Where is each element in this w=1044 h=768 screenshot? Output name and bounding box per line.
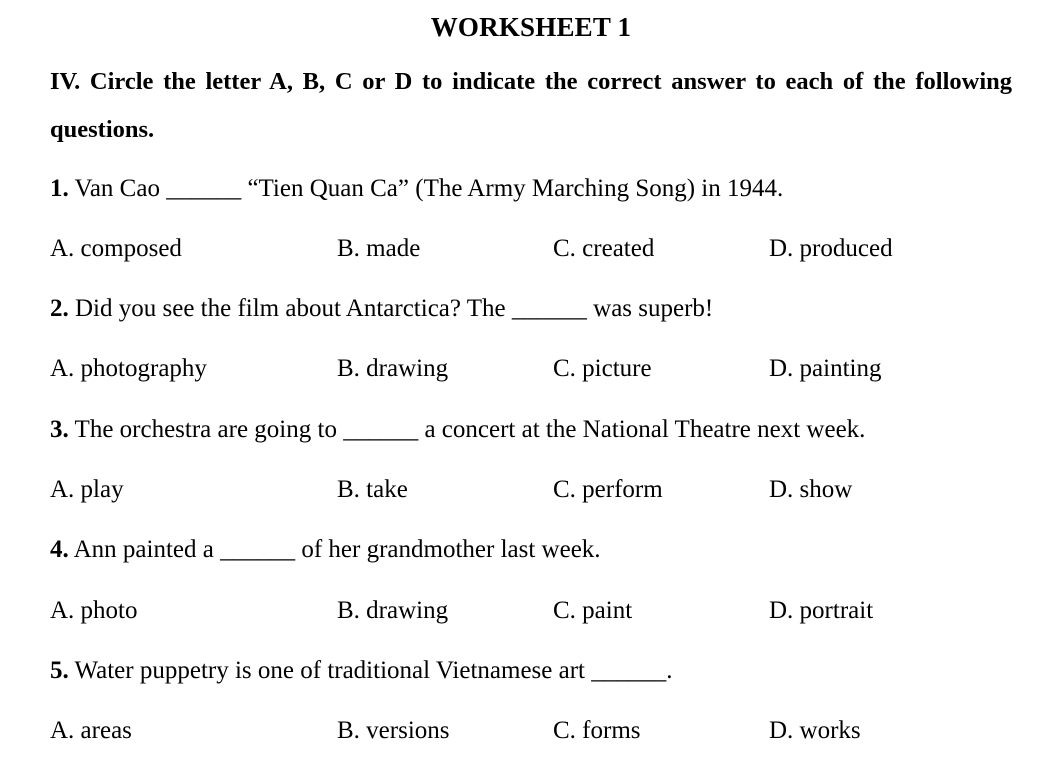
question-number: 3. (50, 416, 69, 443)
answer-options-1 (50, 232, 1010, 266)
section-instructions: IV. Circle the letter A, B, C or D to indicate the correct answer to each of the following questions. (50, 68, 1012, 143)
option-b[interactable]: B. take (337, 476, 408, 503)
question-4 (50, 533, 601, 567)
option-b[interactable]: B. drawing (337, 597, 449, 624)
option-c[interactable]: C. paint (553, 597, 633, 624)
question-1 (50, 172, 783, 206)
question-2 (50, 292, 713, 326)
answer-options-2 (50, 352, 1010, 386)
option-c[interactable]: C. picture (553, 355, 652, 382)
question-5 (50, 654, 673, 688)
question-number: 2. (50, 295, 69, 322)
question-text: Ann painted a ______ of her grandmother last week. (68, 536, 601, 563)
question-number: 5. (50, 657, 69, 684)
option-a[interactable]: A. photo (50, 597, 138, 624)
answer-options-3 (50, 473, 1010, 507)
question-3 (50, 413, 865, 447)
question-text: Did you see the film about Antarctica? The ______ was superb! (68, 295, 714, 322)
option-d[interactable]: D. painting (769, 355, 882, 382)
question-text: Water puppetry is one of traditional Vietnamese art ______. (68, 657, 673, 684)
option-d[interactable]: D. works (769, 717, 861, 744)
option-d[interactable]: D. portrait (769, 597, 874, 624)
option-b[interactable]: B. made (337, 235, 421, 262)
option-c[interactable]: C. created (553, 235, 655, 262)
option-c[interactable]: C. forms (553, 717, 641, 744)
option-a[interactable]: A. areas (50, 717, 132, 744)
option-a[interactable]: A. photography (50, 355, 207, 382)
question-text: The orchestra are going to ______ a concert at the National Theatre next week. (68, 416, 866, 443)
option-a[interactable]: A. composed (50, 235, 182, 262)
option-a[interactable]: A. play (50, 476, 124, 503)
option-b[interactable]: B. versions (337, 717, 450, 744)
answer-options-4 (50, 594, 1010, 628)
question-text: Van Cao ______ “Tien Quan Ca” (The Army Marching Song) in 1944. (68, 175, 784, 202)
option-c[interactable]: C. perform (553, 476, 663, 503)
option-d[interactable]: D. produced (769, 235, 893, 262)
option-b[interactable]: B. drawing (337, 355, 449, 382)
answer-options-5 (50, 714, 1010, 748)
question-number: 4. (50, 536, 69, 563)
worksheet-title: WORKSHEET 1 (430, 12, 632, 42)
option-d[interactable]: D. show (769, 476, 853, 503)
question-number: 1. (50, 175, 69, 202)
